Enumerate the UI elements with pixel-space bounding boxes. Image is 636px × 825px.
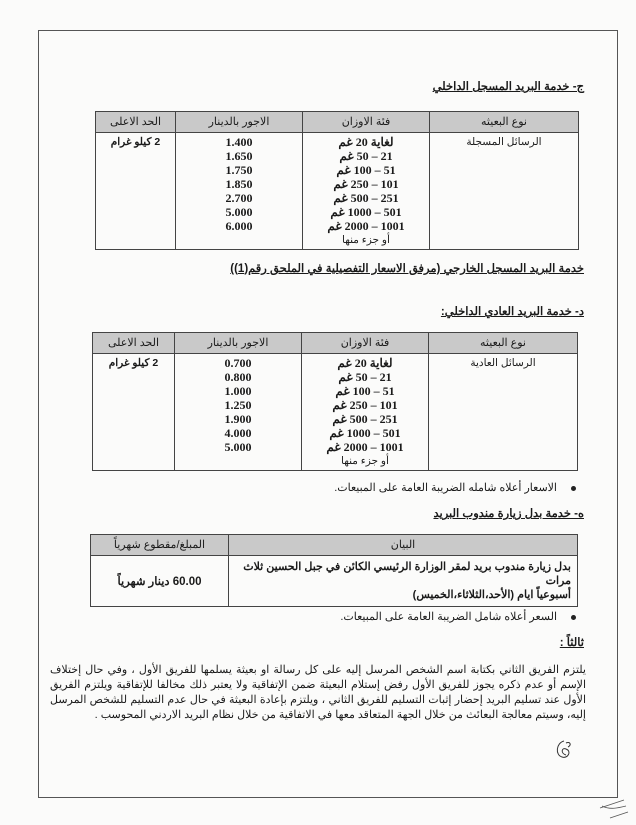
description-cell (229, 556, 578, 607)
header-item-type: نوع البعيثه (430, 112, 579, 133)
weights-cell: لغاية 20 غم 21 – 50 غم 51 – 100 غم 101 – 250 غم 251 – 500 غم 501 – 1000 غم 1001 – 2000 غم أو جزء منها (302, 354, 429, 471)
weights-cell: لغاية 20 غم 21 – 50 غم 51 – 100 غم 101 – 250 غم 251 – 500 غم 501 – 1000 غم 1001 – 2000 غم أو جزء منها (303, 133, 430, 250)
amount-cell: 60.00 دينار شهرياً (91, 556, 229, 607)
header-max: الحد الاعلى (96, 112, 176, 133)
bullet-icon (571, 486, 576, 491)
signature-area (52, 723, 584, 763)
section-title-registered-foreign: خدمة البريد المسجل الخارجي (مرفق الاسعار التفصيلية في الملحق رقم(1)) (230, 263, 584, 275)
courier-tax-note-text: السعر أعلاه شامل الضريبة العامة على المبيعات. (340, 611, 557, 623)
header-item-type: نوع البعيثه (429, 333, 578, 354)
registered-domestic-table (95, 111, 579, 250)
description-line-2: أسبوعياً ايام (الأحد،الثلاثاء،الخميس) (412, 589, 571, 601)
section-title-courier-visit: ه- خدمة بدل زيارة مندوب البريد (433, 508, 584, 520)
max-cell: 2 كيلو غرام (96, 133, 176, 250)
header-fee: الاجور بالدينار (175, 333, 302, 354)
max-cell: 2 كيلو غرام (93, 354, 175, 471)
ordinary-tax-note (52, 481, 584, 495)
ordinary-tax-note-text: الاسعار أعلاه شامله الضريبة العامة على المبيعات. (334, 482, 557, 494)
fees-cell: 0.700 0.800 1.000 1.250 1.900 4.000 5.000 (175, 354, 302, 471)
item-type-cell: الرسائل العادية (429, 354, 578, 471)
fees-cell: 1.400 1.650 1.750 1.850 2.700 5.000 6.000 (176, 133, 303, 250)
table-row (91, 556, 578, 607)
table-row (93, 354, 578, 471)
table-header-row (91, 535, 578, 556)
item-type-cell: الرسائل المسجلة (430, 133, 579, 250)
courier-visit-table (90, 534, 578, 607)
section-title-registered-domestic: ج- خدمة البريد المسجل الداخلي (432, 81, 584, 93)
header-weight: فئة الاوزان (302, 333, 429, 354)
section-title-third: ثالثاً : (559, 637, 584, 649)
header-weight: فئة الاوزان (303, 112, 430, 133)
header-fee: الاجور بالدينار (176, 112, 303, 133)
handwritten-mark-icon (596, 796, 632, 822)
description-line-1: بدل زيارة مندوب بريد لمقر الوزارة الرئيسي الكائن في جبل الحسين ثلاث مرات (243, 561, 571, 587)
section-title-ordinary-domestic: د- خدمة البريد العادي الداخلي: (440, 306, 584, 318)
header-amount: المبلغ/مقطوع شهرياً (91, 535, 229, 556)
table-header-row (96, 112, 579, 133)
third-paragraph: يلتزم الفريق الثاني بكتابة اسم الشخص المرسل إليه على كل رسالة او بعيثة يسلمها للفريق الأول ، وفي حال إختلاف الإسم أو عدم ذكره يجوز للفريق الأول رفض إستلام البعيثة ضمن الإتفاقية ولا يعتبر ذلك مخالفا للإتفاقية ويلتزم الفريق الأول عند تسليم البريد إحضار إثبات التسليم للفريق الثاني ، ويلتزم بإعادة البعيثة في حال عدم التسليم للشخص المرسل إليه، وسيتم معالجة البعائث من خلال الجهة المتعاقد معها في الاتفاقية من خلال نظام البريد الاردني المحوسب . (50, 664, 586, 721)
header-max: الحد الاعلى (93, 333, 175, 354)
table-header-row (93, 333, 578, 354)
table-row (96, 133, 579, 250)
initials-signature-icon (552, 737, 576, 763)
ordinary-domestic-table (92, 332, 578, 471)
bullet-icon (571, 615, 576, 620)
header-description: البيان (229, 535, 578, 556)
courier-tax-note (52, 610, 584, 624)
